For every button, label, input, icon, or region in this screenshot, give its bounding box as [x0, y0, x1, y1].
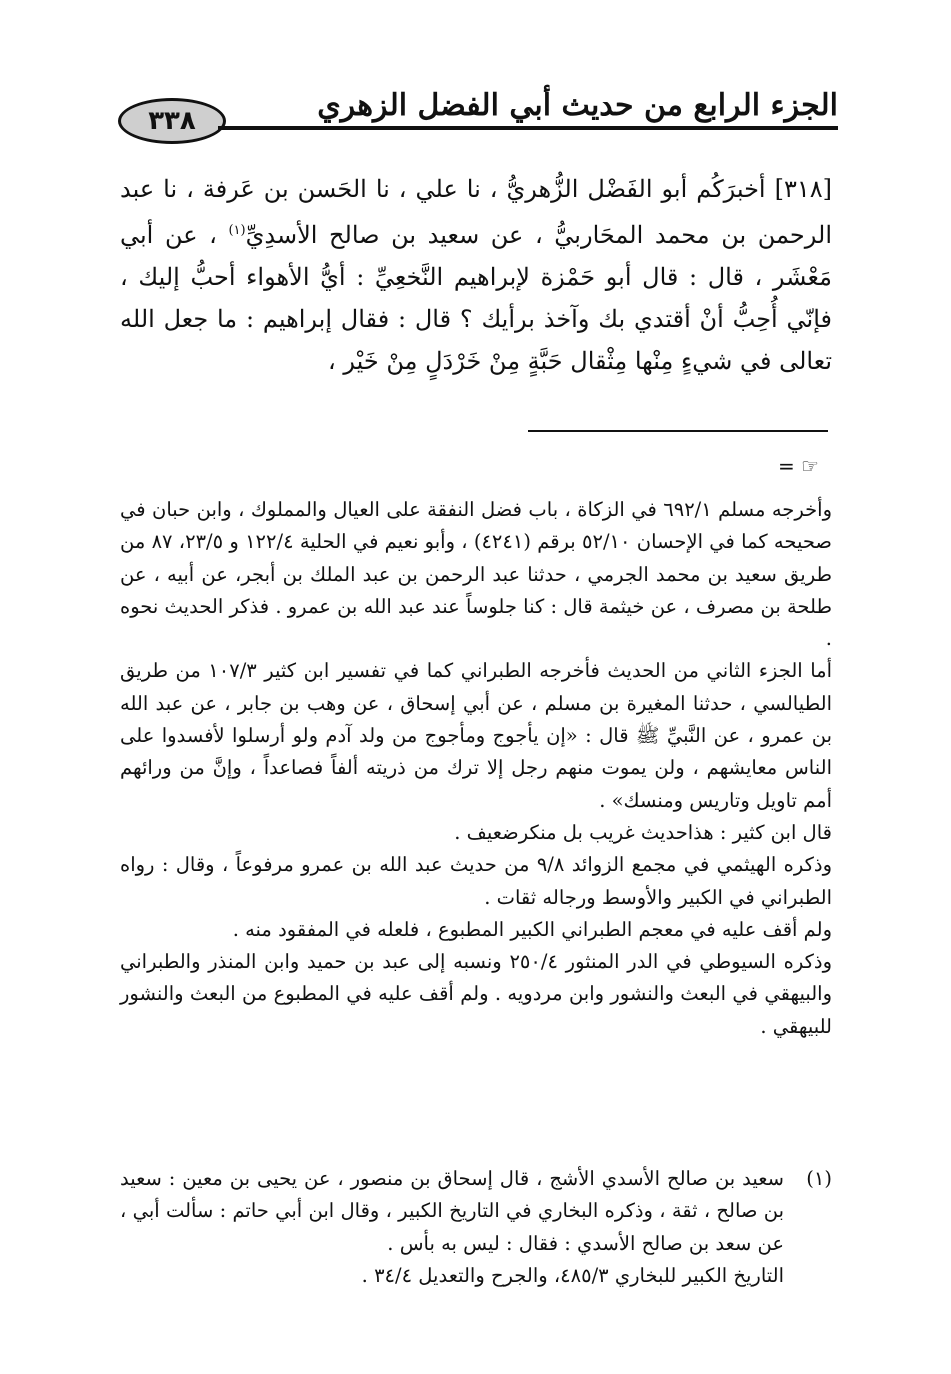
- page-header: [118, 88, 838, 152]
- footnote-line: التاريخ الكبير للبخاري ٤٨٥/٣، والجرح والتعديل ٣٤/٤ .: [361, 1263, 784, 1287]
- hadith-text-start: [٣١٨] أخبرَكُم أبو الفَضْل الزُّهريُّ ، نا علي ، نا الحَسن بن عَرفة ، نا عبد الرحمن بن محمد المحَاربيُّ ، عن سعيد بن صالح الأسدِيِّ: [120, 175, 833, 249]
- footnote: [120, 1163, 832, 1292]
- hadith-text-end: ، عن أبي مَعْشَر ، قال : قال أبو حَمْزة لإبراهيم النَّخعِيِّ : أيُّ الأهواء أحبُّ إليك ، فإنّي أُحِبُّ أنْ أقتدي بك وآخذ برأيك ؟ قال : فقال إبراهيم : ما جعل الله تعالى في شيءٍ مِنْها مِثْقال حَبَّةٍ مِنْ خَرْدَلٍ مِنْ خَيْر ،: [120, 221, 832, 375]
- footnote-reference: (١): [228, 223, 246, 238]
- note-paragraph: وذكره الهيثمي في مجمع الزوائد ٩/٨ من حديث عبد الله بن عمرو مرفوعاً ، وقال : رواه الطبراني في الكبير والأوسط ورجاله ثقات .: [120, 853, 832, 909]
- footnote-line: سعيد بن صالح الأسدي الأشج ، قال إسحاق بن منصور ، عن يحيى بن معين : سعيد بن صالح ، ثقة ، وذكره البخاري في التاريخ الكبير ، وقال ابن أبي حاتم : سألت أبي ، عن سعد بن صالح الأسدي : فقال : ليس به بأس .: [120, 1167, 784, 1255]
- hadith-paragraph: [120, 168, 832, 382]
- header-rule: [218, 126, 838, 130]
- continuation-mark: = ☞: [778, 454, 820, 478]
- footnote-body: [120, 1163, 784, 1292]
- continued-notes: [120, 494, 832, 1043]
- page-number: ٣٣٨: [118, 98, 226, 144]
- hadith-text: [120, 168, 832, 382]
- note-paragraph: وذكره السيوطي في الدر المنثور ٢٥٠/٤ ونسبه إلى عبد بن حميد وابن المنذر والطبراني والبيهقي في البعث والنشور وابن مردويه . ولم أقف عليه في المطبوع من البعث والنشور للبيهقي .: [120, 950, 832, 1038]
- footnote-number: (١): [806, 1167, 832, 1190]
- note-paragraph: قال ابن كثير : هذاحديث غريب بل منكرضعيف .: [454, 820, 832, 844]
- note-paragraph: وأخرجه مسلم ٦٩٢/١ في الزكاة ، باب فضل النفقة على العيال والمملوك ، وابن حبان في صحيحه كما في الإحسان ٥٢/١٠ برقم (٤٢٤١) ، وأبو نعيم في الحلية ١٢٢/٤ و ٢٣/٥، ٨٧ من طريق سعيد بن محمد الجرمي ، حدثنا عبد الرحمن بن عبد الملك بن أبجر، عن أبيه ، عن طلحة بن مصرف ، عن خيثمة قال : كنا جلوساً عند عبد الله بن عمرو . فذكر الحديث نحوه .: [120, 498, 832, 651]
- note-paragraph: ولم أقف عليه في معجم الطبراني الكبير المطبوع ، فلعله في المفقود منه .: [232, 917, 832, 941]
- footnote-separator: [528, 430, 828, 432]
- running-title: الجزء الرابع من حديث أبي الفضل الزهري: [317, 88, 838, 123]
- note-paragraph: أما الجزء الثاني من الحديث فأخرجه الطبراني كما في تفسير ابن كثير ١٠٧/٣ من طريق الطيالسي ، حدثنا المغيرة بن مسلم ، عن أبي إسحاق ، عن وهب بن جابر ، عن عبد الله بن عمرو ، عن النَّبيِّ ﷺ قال : «إن يأجوج ومأجوج من ولد آدم ولو أرسلوا لأفسدوا على الناس معايشهم ، ولن يموت منهم رجل إلا ترك من ذريته ألفاً فصاعداً ، وإنَّ من ورائهم أمم تاويل وتاريس ومنسك» .: [120, 659, 833, 812]
